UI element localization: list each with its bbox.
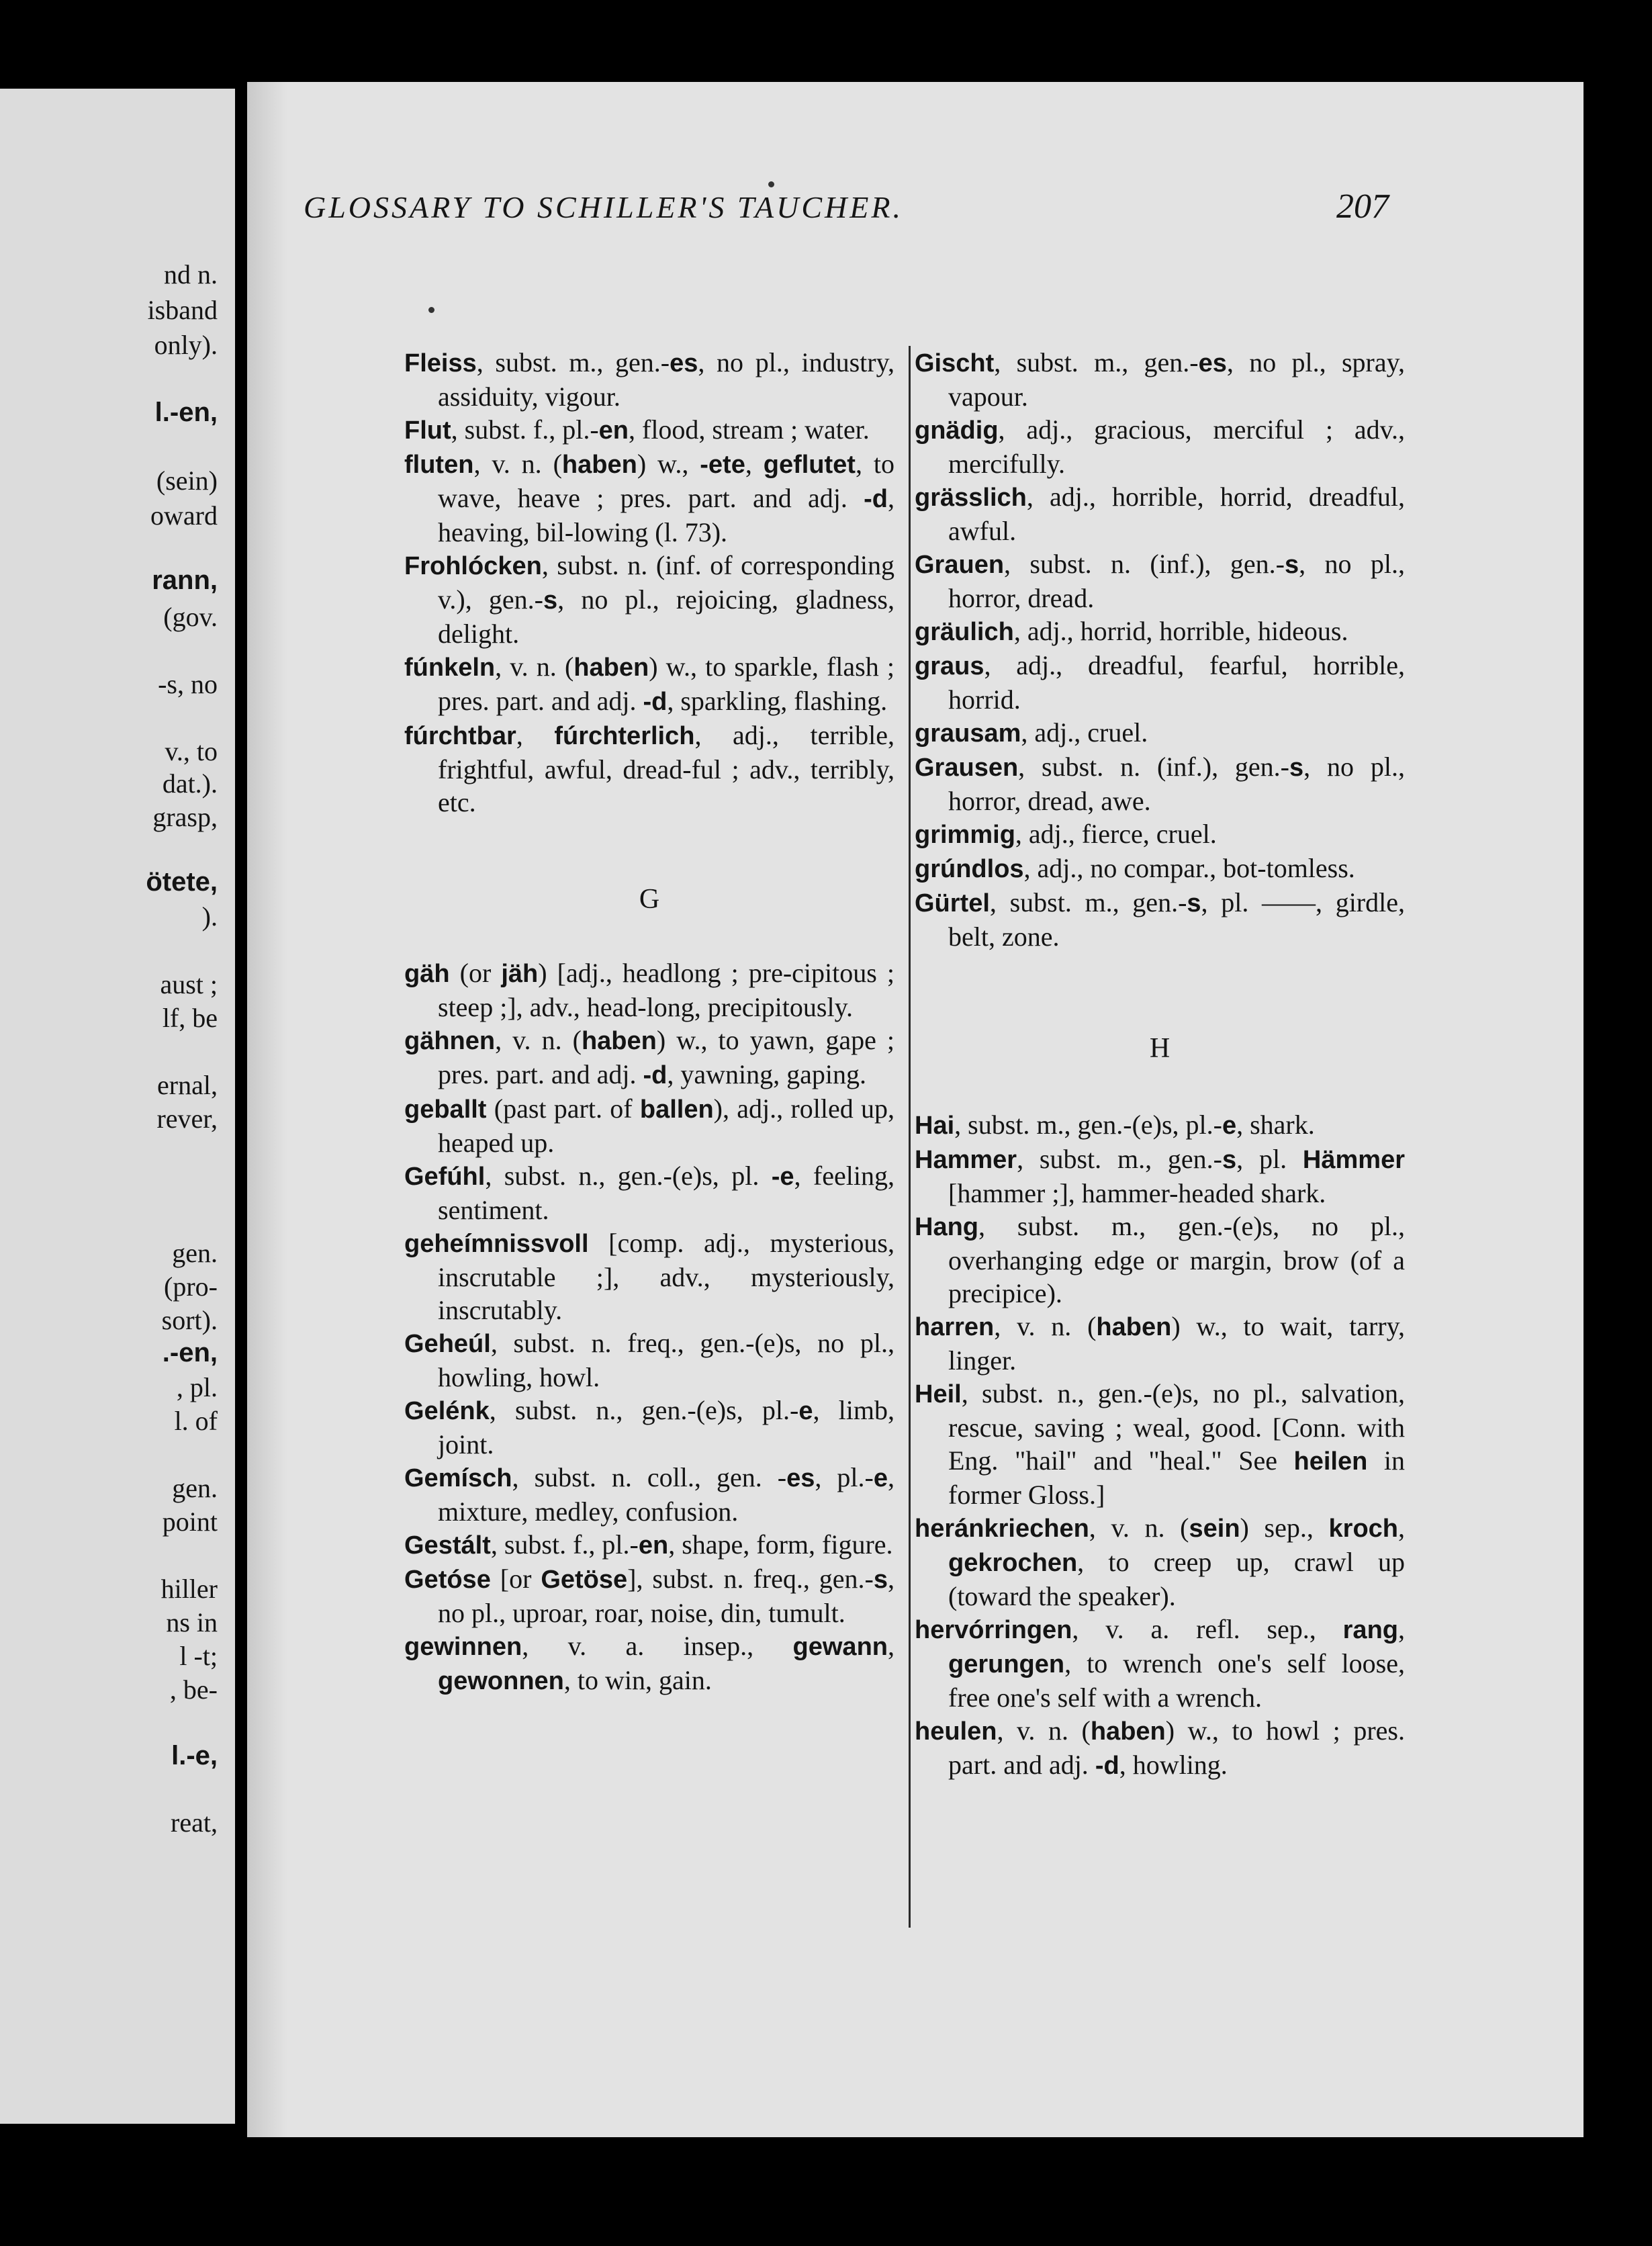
bold-form: en: [638, 1531, 669, 1560]
headword: Grausen: [915, 754, 1019, 782]
definition-text: , pl.: [1236, 1144, 1303, 1174]
glossary-entry: [915, 1377, 1405, 1511]
headword: fúnkeln: [404, 654, 496, 682]
left-page-text-fragment: oward: [150, 500, 218, 531]
headword: fluten: [404, 451, 474, 479]
definition-text: , pl. ——, girdle, belt, zone.: [948, 887, 1405, 952]
bold-form: -d: [864, 485, 888, 513]
definition-text: , v. n. (: [1089, 1513, 1189, 1543]
headword: Gischt: [915, 349, 995, 377]
left-page-text-fragment: -s, no: [158, 669, 218, 699]
definition-text: , shark.: [1236, 1110, 1315, 1140]
left-page-text-fragment: l -t;: [179, 1641, 218, 1671]
glossary-entry: [915, 649, 1405, 716]
headword: Hammer: [915, 1146, 1017, 1174]
definition-text: , no pl., uproar, roar, noise, din, tumult.: [438, 1564, 894, 1628]
definition-text: ) sep.,: [1240, 1513, 1329, 1543]
definition-text: ) w., to yawn, gape ; pres. part. and adj.: [438, 1025, 894, 1089]
definition-text: , subst. m., gen.-: [994, 347, 1199, 377]
definition-text: , yawning, gaping.: [667, 1059, 866, 1089]
headword: Flut: [404, 416, 451, 445]
bold-form: s: [1187, 889, 1201, 917]
headword: grúndlos: [915, 855, 1024, 883]
headword: Gürtel: [915, 889, 990, 917]
left-page-text-fragment: v., to: [165, 736, 218, 766]
definition-text: , subst. n. (inf.), gen.-: [1004, 549, 1285, 579]
left-page-text-fragment: isband: [147, 295, 218, 325]
headword: grimmig: [915, 821, 1015, 849]
definition-text: , adj., terrible, frightful, awful, dread-ful ; adv., terribly, etc.: [438, 720, 895, 817]
definition-text: ,: [516, 720, 555, 750]
glossary-entry: [915, 1714, 1405, 1783]
definition-text: [or: [490, 1564, 541, 1594]
bold-form: fúrchterlich: [554, 722, 695, 750]
bold-form: s: [543, 586, 558, 615]
headword: Gelénk: [404, 1397, 490, 1425]
left-page-text-fragment: only).: [154, 330, 218, 360]
definition-text: , mixture, medley, confusion.: [438, 1462, 894, 1527]
bold-form: -d: [1095, 1752, 1119, 1780]
definition-text: in former Gloss.]: [948, 1445, 1405, 1510]
glossary-entry: [404, 1327, 894, 1394]
bold-form: gekrochen: [948, 1549, 1078, 1577]
left-page-text-fragment: , be-: [169, 1674, 218, 1705]
glossary-entry: [915, 413, 1405, 480]
glossary-entry: [404, 447, 894, 549]
glossary-entry: [915, 852, 1405, 886]
glossary-entry: [404, 1629, 894, 1698]
definition-text: , adj., fierce, cruel.: [1015, 819, 1217, 849]
headword: Gefúhl: [404, 1163, 486, 1191]
left-page-text-fragment: rann,: [152, 566, 218, 595]
left-page-text-fragment: sort).: [161, 1305, 218, 1335]
left-page-text-fragment: .-en,: [162, 1338, 218, 1367]
left-column: [404, 346, 894, 1698]
definition-text: , v. n. (: [495, 1025, 582, 1055]
bold-form: haben: [1096, 1313, 1172, 1341]
left-page-text-fragment: reat,: [171, 1807, 218, 1838]
glossary-entry: [404, 1159, 894, 1226]
headword: Gemísch: [404, 1464, 512, 1492]
headword: harren: [915, 1313, 995, 1341]
bold-form: gewann: [792, 1633, 888, 1661]
definition-text: , to win, gain.: [563, 1665, 712, 1695]
glossary-entry: [404, 549, 894, 650]
definition-text: , pl.-: [815, 1462, 874, 1492]
definition-text: ,: [1398, 1614, 1405, 1644]
definition-text: , no pl., horror, dread.: [948, 549, 1405, 613]
left-page-text-fragment: dat.).: [162, 768, 218, 799]
headword: hervórringen: [915, 1616, 1072, 1644]
bold-form: -e: [771, 1163, 794, 1191]
bold-form: heilen: [1293, 1447, 1368, 1476]
definition-text: , subst. n. freq., gen.-(e)s, no pl., howling, howl.: [438, 1328, 894, 1392]
bold-form: es: [786, 1464, 815, 1492]
definition-text: , no pl., spray, vapour.: [948, 347, 1405, 412]
definition-text: [comp. adj., mysterious, inscrutable ;], adv., mysteriously, inscrutably.: [438, 1228, 894, 1325]
definition-text: , subst. m., gen.-(e)s, pl.-: [954, 1110, 1222, 1140]
definition-text: ) [adj., headlong ; pre-cipitous ; steep ;], adv., head-long, precipitously.: [438, 958, 894, 1022]
headword: Getóse: [404, 1566, 491, 1594]
glossary-entry: [915, 547, 1405, 615]
definition-text: , to creep up, crawl up (toward the speaker).: [948, 1547, 1405, 1611]
left-page-fragment: [0, 89, 235, 2124]
headword: Heil: [915, 1380, 962, 1408]
definition-text: , v. n. (: [473, 449, 562, 479]
definition-text: ,: [1398, 1513, 1405, 1543]
left-page-text-fragment: hiller: [160, 1574, 218, 1604]
bold-form: es: [670, 349, 698, 377]
bold-form: rang: [1342, 1616, 1398, 1644]
headword: Hai: [915, 1112, 955, 1140]
glossary-entry: [915, 716, 1405, 750]
left-page-text-fragment: (pro-: [164, 1271, 218, 1302]
left-page-text-fragment: aust ;: [160, 969, 218, 999]
bold-form: -d: [643, 688, 668, 716]
left-page-text-fragment: gen.: [172, 1473, 218, 1503]
glossary-entry: [915, 1210, 1405, 1310]
bold-form: kroch: [1328, 1515, 1398, 1543]
glossary-entry: [915, 886, 1405, 953]
definition-text: , v. n. (: [997, 1715, 1091, 1746]
gutter-shadow: [247, 82, 287, 2137]
definition-text: [hammer ;], hammer-headed shark.: [948, 1178, 1326, 1208]
left-page-text-fragment: nd n.: [164, 259, 218, 289]
definition-text: , subst. m., gen.-: [989, 887, 1187, 917]
definition-text: , flood, stream ; water.: [629, 414, 870, 445]
running-head: GLOSSARY TO SCHILLER'S TAUCHER.: [304, 190, 903, 224]
glossary-entry: [915, 1511, 1405, 1613]
definition-text: , subst. m., gen.-(e)s, no pl., overhanging edge or margin, brow (of a precipice).: [948, 1211, 1405, 1308]
bold-form: s: [1289, 754, 1304, 782]
bold-form: geflutet: [763, 451, 856, 479]
glossary-entry: [915, 346, 1405, 413]
definition-text: ,: [745, 449, 764, 479]
headword: Grauen: [915, 551, 1005, 579]
letter-section-heading: H: [1149, 1033, 1171, 1064]
glossary-entry: [404, 1024, 894, 1092]
headword: Frohlócken: [404, 552, 542, 580]
book-spine: [235, 81, 247, 2136]
definition-text: , heaving, bil-lowing (l. 73).: [438, 483, 894, 547]
page-number: 207: [1336, 187, 1389, 226]
headword: gnädig: [915, 416, 999, 445]
left-page-text-fragment: lf, be: [162, 1003, 218, 1033]
headword: heránkriechen: [915, 1515, 1089, 1543]
definition-text: , adj., horrible, horrid, dreadful, awful.: [948, 482, 1405, 546]
bold-form: -ete: [700, 451, 745, 479]
definition-text: , limb, joint.: [438, 1395, 895, 1459]
bold-form: jäh: [501, 960, 539, 988]
glossary-entry: [404, 346, 894, 413]
headword: gewinnen: [404, 1633, 522, 1661]
definition-text: , subst. m., gen.-: [1017, 1144, 1222, 1174]
left-page-text-fragment: grasp,: [152, 802, 218, 832]
bold-form: en: [598, 416, 629, 445]
bold-form: haben: [561, 451, 637, 479]
bold-form: gerungen: [948, 1650, 1065, 1678]
glossary-entry: [404, 1394, 894, 1461]
headword: fúrchtbar: [404, 722, 516, 750]
ink-dot: [428, 307, 434, 313]
definition-text: , v. a. refl. sep.,: [1072, 1614, 1343, 1644]
bold-form: Hämmer: [1302, 1146, 1405, 1174]
glossary-entry: [404, 650, 894, 719]
bold-form: haben: [581, 1027, 657, 1055]
definition-text: , adj., cruel.: [1021, 717, 1148, 748]
left-page-text-fragment: ns in: [166, 1607, 218, 1637]
bold-form: e: [1222, 1112, 1237, 1140]
letter-section-heading: G: [639, 884, 660, 915]
headword: grausam: [915, 719, 1021, 748]
definition-text: , howling.: [1119, 1750, 1228, 1780]
headword: Geheúl: [404, 1330, 491, 1358]
glossary-entry: [915, 480, 1405, 547]
bold-form: haben: [1090, 1717, 1166, 1746]
left-page-text-fragment: l.-en,: [154, 398, 218, 427]
definition-text: , shape, form, figure.: [668, 1529, 893, 1560]
definition-text: , subst. n. (inf.), gen.-: [1018, 752, 1290, 782]
definition-text: , subst. m., gen.-: [476, 347, 670, 377]
definition-text: ], subst. n. freq., gen.-: [627, 1564, 874, 1594]
definition-text: , to wave, heave ; pres. part. and adj.: [438, 449, 894, 513]
definition-text: , subst. f., pl.-: [451, 414, 599, 445]
definition-text: , subst. n. coll., gen. -: [512, 1462, 787, 1492]
headword: grässlich: [915, 484, 1027, 512]
left-page-text-fragment: ötete,: [146, 867, 218, 897]
headword: geballt: [404, 1095, 487, 1124]
definition-text: , subst. f., pl.-: [490, 1529, 639, 1560]
headword: geheímnissvoll: [404, 1230, 589, 1258]
definition-text: , subst. n. (inf. of corresponding v.), gen.-: [438, 550, 894, 615]
glossary-entry: [915, 1310, 1405, 1377]
left-page-text-fragment: l. of: [174, 1406, 218, 1436]
headword: gähnen: [404, 1027, 496, 1055]
bold-form: s: [873, 1566, 888, 1594]
definition-text: ) w., to howl ; pres. part. and adj.: [948, 1715, 1405, 1780]
bold-form: s: [1222, 1146, 1237, 1174]
bold-form: es: [1198, 349, 1227, 377]
definition-text: , subst. n., gen.-(e)s, no pl., salvation, rescue, saving ; weal, good. [Conn. with Eng. "hail" and "heal." See: [948, 1378, 1405, 1476]
definition-text: , no pl., rejoicing, gladness, delight.: [438, 584, 894, 649]
definition-text: , adj., no compar., bot-tomless.: [1023, 853, 1355, 883]
left-page-text-fragment: rever,: [156, 1104, 218, 1134]
bold-form: gewonnen: [438, 1667, 564, 1695]
definition-text: , no pl., industry, assiduity, vigour.: [438, 347, 894, 412]
glossary-entry: [915, 750, 1405, 817]
definition-text: , sparkling, flashing.: [667, 686, 888, 716]
bold-form: e: [873, 1464, 888, 1492]
glossary-entry: [915, 1142, 1405, 1210]
left-page-text-fragment: (sein): [156, 465, 218, 496]
left-page-text-fragment: gen.: [172, 1238, 218, 1268]
definition-text: , subst. n., gen.-(e)s, pl.: [485, 1161, 772, 1191]
left-page-text-fragment: (gov.: [163, 602, 218, 632]
definition-text: ), adj., rolled up, heaped up.: [438, 1093, 894, 1158]
definition-text: (past part. of: [486, 1093, 640, 1124]
headword: Hang: [915, 1213, 978, 1241]
headword: Gestált: [404, 1531, 491, 1560]
bold-form: -d: [643, 1061, 668, 1089]
bold-form: e: [798, 1397, 813, 1425]
left-page-text-fragment: , pl.: [176, 1372, 218, 1402]
definition-text: , no pl., horror, dread, awe.: [948, 752, 1405, 816]
glossary-entry: [404, 956, 894, 1024]
headword: gräulich: [915, 618, 1014, 646]
definition-text: , feeling, sentiment.: [438, 1161, 894, 1225]
ink-dot: [768, 181, 774, 187]
headword: gäh: [404, 960, 450, 988]
left-page-text-fragment: l.-e,: [171, 1741, 218, 1770]
definition-text: ) w., to wait, tarry, linger.: [948, 1311, 1405, 1376]
glossary-entry: [404, 1092, 894, 1159]
left-page-text-fragment: point: [162, 1507, 218, 1537]
left-page-text-fragment: ).: [201, 901, 218, 932]
bold-form: Getöse: [541, 1566, 628, 1594]
glossary-entry: [915, 817, 1405, 852]
glossary-entry: [915, 1108, 1405, 1142]
definition-text: , adj., dreadful, fearful, horrible, horrid.: [948, 650, 1405, 715]
definition-text: , v. n. (: [994, 1311, 1097, 1341]
definition-text: , subst. n., gen.-(e)s, pl.-: [489, 1395, 799, 1425]
glossary-entry: [404, 1226, 894, 1327]
headword: Fleiss: [404, 349, 477, 377]
glossary-entry: [404, 719, 894, 819]
definition-text: ) w., to sparkle, flash ; pres. part. and adj.: [438, 652, 894, 716]
bold-form: ballen: [639, 1095, 714, 1124]
definition-text: ,: [888, 1631, 894, 1661]
right-column: [915, 346, 1405, 1783]
glossary-entry: [404, 1528, 894, 1562]
definition-text: (or: [449, 958, 502, 988]
glossary-entry: [404, 1461, 894, 1528]
bold-form: s: [1284, 551, 1299, 579]
definition-text: , to wrench one's self loose, free one's self with a wrench.: [948, 1648, 1405, 1713]
definition-text: ) w.,: [637, 449, 700, 479]
bold-form: sein: [1189, 1515, 1240, 1543]
glossary-entry: [404, 1562, 894, 1629]
headword: graus: [915, 652, 984, 680]
column-rule: [909, 346, 911, 1928]
definition-text: , v. n. (: [495, 652, 574, 682]
definition-text: , adj., horrid, horrible, hideous.: [1013, 616, 1348, 646]
headword: heulen: [915, 1717, 997, 1746]
glossary-entry: [915, 615, 1405, 649]
definition-text: , adj., gracious, merciful ; adv., mercifully.: [948, 414, 1405, 479]
definition-text: , v. a. insep.,: [522, 1631, 793, 1661]
left-page-text-fragment: ernal,: [157, 1070, 218, 1100]
bold-form: haben: [573, 654, 649, 682]
glossary-entry: [915, 1613, 1405, 1714]
glossary-entry: [404, 413, 894, 447]
